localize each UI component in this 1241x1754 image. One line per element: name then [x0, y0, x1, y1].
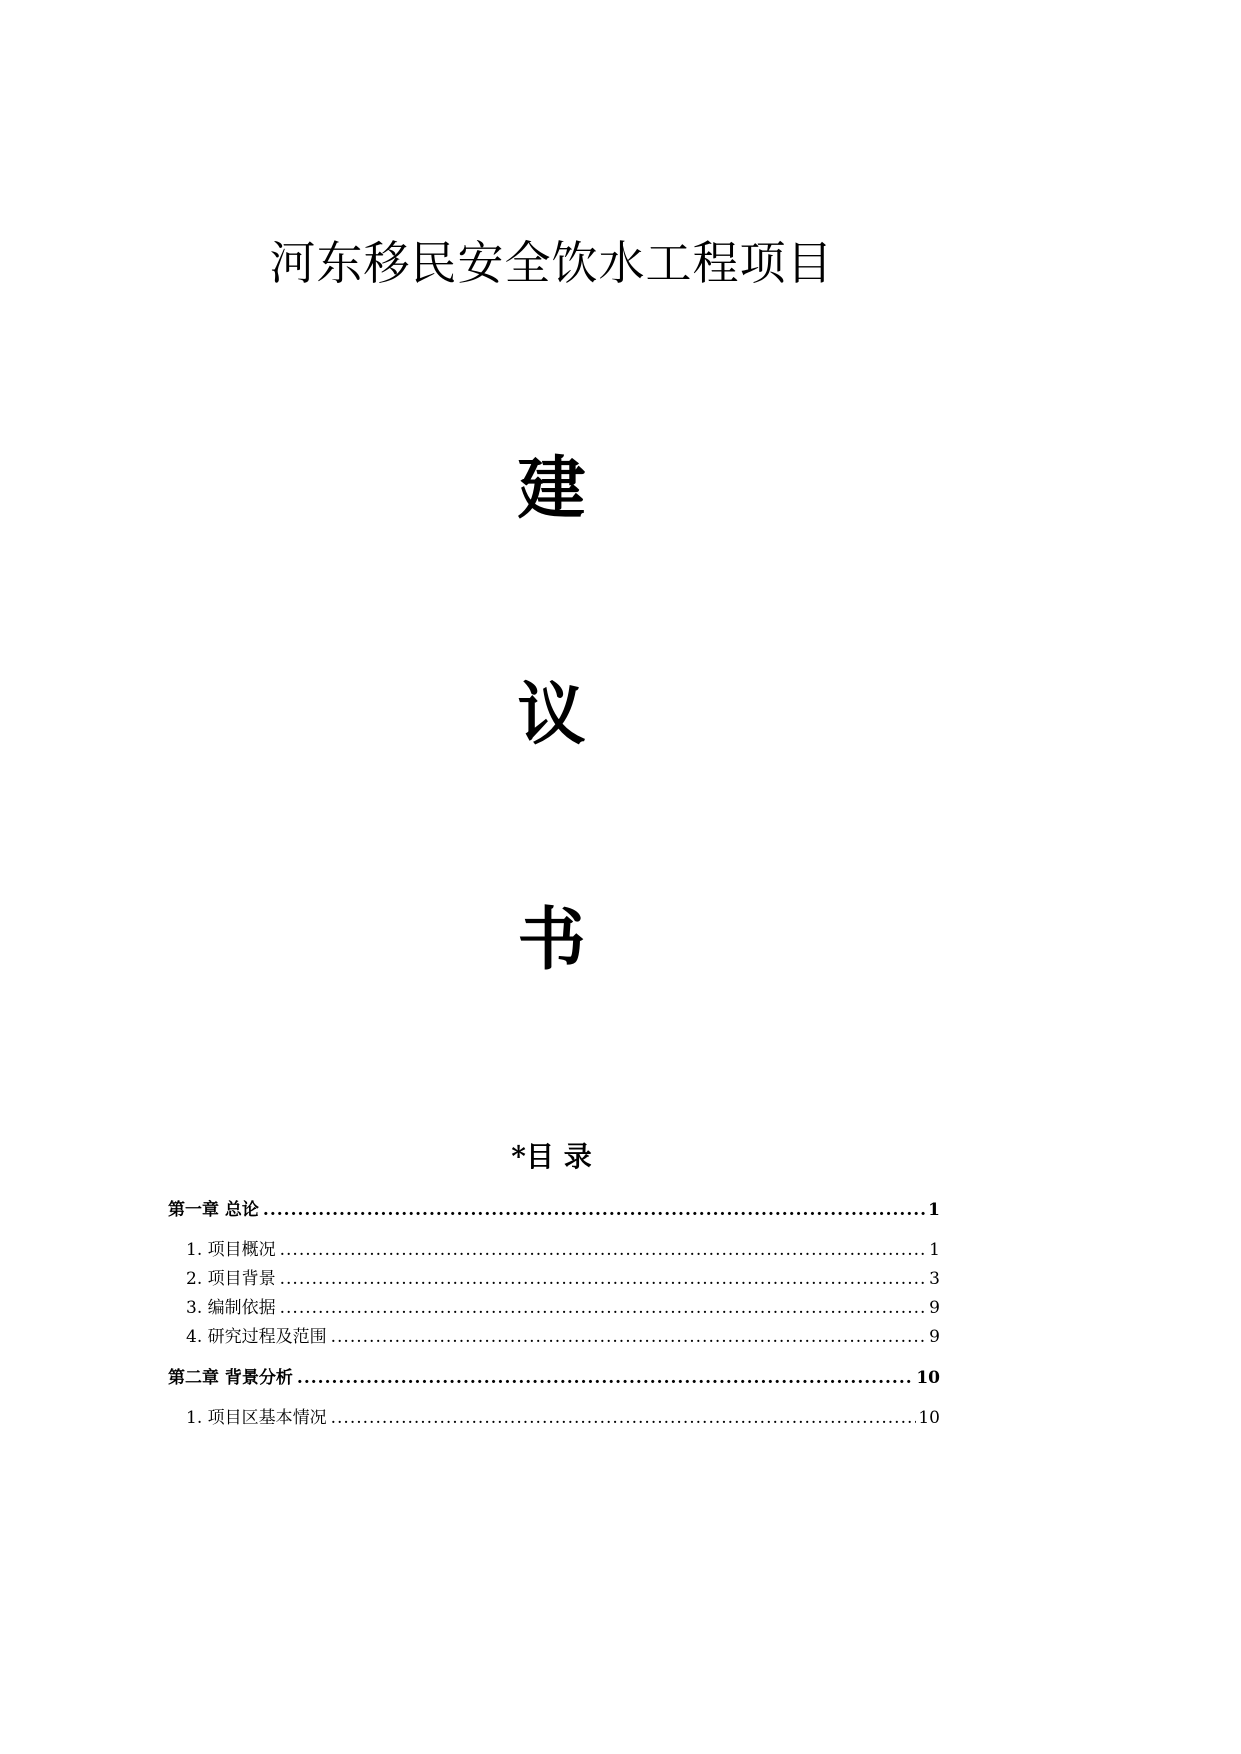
toc-entry-page: 10 — [918, 1408, 940, 1428]
toc-entry-section-1-3[interactable] — [186, 1294, 940, 1322]
toc-leader-dots — [280, 1236, 928, 1264]
toc-leader-dots — [263, 1196, 926, 1224]
toc-entry-page: 9 — [929, 1298, 940, 1318]
toc-entry-label: 第一章 总论 — [168, 1200, 259, 1220]
toc-entry-label: 4. 研究过程及范围 — [186, 1327, 327, 1347]
toc-entry-page: 1 — [928, 1200, 940, 1220]
toc-entry-section-2-1[interactable] — [186, 1404, 940, 1432]
title-char-yi: 议 — [517, 675, 586, 755]
toc-entry-chapter-1[interactable] — [168, 1196, 940, 1224]
toc-entry-page: 3 — [929, 1269, 940, 1289]
toc-leader-dots — [280, 1265, 928, 1293]
toc-leader-dots — [280, 1294, 928, 1322]
toc-entry-chapter-2[interactable] — [168, 1364, 940, 1392]
toc-entry-label: 2. 项目背景 — [186, 1269, 276, 1289]
toc-entry-section-1-2[interactable] — [186, 1265, 940, 1293]
toc-entry-page: 1 — [929, 1240, 940, 1260]
toc-leader-dots — [297, 1364, 914, 1392]
toc-entry-label: 1. 项目概况 — [186, 1240, 276, 1260]
toc-entry-page: 9 — [929, 1327, 940, 1347]
toc-entry-page: 10 — [916, 1368, 940, 1388]
toc-heading: *目 录 — [511, 1140, 592, 1173]
toc-entry-section-1-4[interactable] — [186, 1323, 940, 1351]
toc-entry-label: 3. 编制依据 — [186, 1298, 276, 1318]
toc-entry-section-1-1[interactable] — [186, 1236, 940, 1264]
title-char-shu: 书 — [517, 900, 586, 980]
title-char-jian: 建 — [517, 449, 586, 529]
toc-leader-dots — [331, 1404, 917, 1432]
toc-entry-label: 1. 项目区基本情况 — [186, 1408, 327, 1428]
document-title: 河东移民安全饮水工程项目 — [269, 236, 834, 290]
toc-leader-dots — [331, 1323, 928, 1351]
toc-entry-label: 第二章 背景分析 — [168, 1368, 293, 1388]
